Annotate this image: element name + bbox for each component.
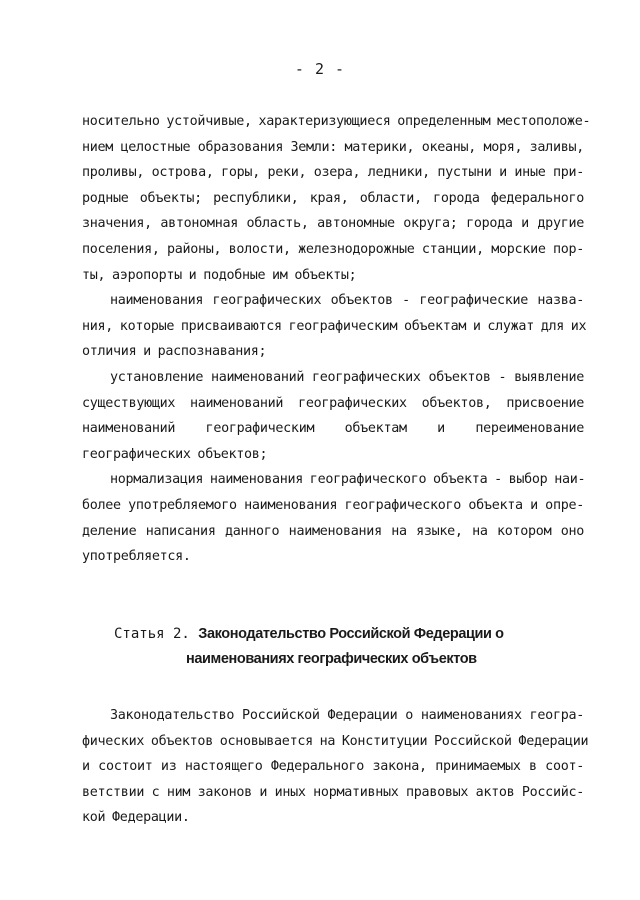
text-line: родные объекты; республики, края, области, города федерального — [82, 190, 584, 206]
text-line: ты, аэропорты и подобные им объекты; — [82, 267, 357, 283]
article-title-line-2: наименованиях географических объектов — [186, 651, 477, 667]
text-line: поселения, районы, волости, железнодорожные станции, морские пор- — [82, 241, 584, 257]
text-line: употребляется. — [82, 549, 191, 565]
text-line: носительно устойчивые, характеризующиеся определенным местоположе- — [82, 114, 591, 129]
definition-paragraph-start: наименования географических объектов - географические назва- — [110, 293, 584, 309]
text-line: кой Федерации. — [82, 810, 190, 826]
article-heading — [114, 622, 504, 647]
article-paragraph-start: Законодательство Российской Федерации о наименованиях геогра- — [110, 708, 584, 723]
article-title-line-1: Законодательство Российской Федерации о — [198, 626, 504, 642]
definitions-text-block — [82, 109, 591, 570]
article-2-text-block — [82, 703, 589, 831]
text-line: отличия и распознавания; — [82, 344, 267, 360]
text-line: географических объектов; — [82, 446, 268, 462]
text-line: ния, которые присваиваются географическим объектам и служат для их — [82, 318, 587, 334]
text-line: существующих наименований географических объектов, присвоение — [82, 395, 584, 411]
text-line: и состоит из настоящего Федерального закона, принимаемых в соот- — [82, 759, 584, 775]
text-line: значения, автономная область, автономные округа; города и другие — [82, 216, 584, 232]
text-line: нием целостные образования Земли: материки, океаны, моря, заливы, — [82, 139, 584, 155]
text-line: наименований географическим объектам и переименование — [82, 421, 584, 437]
text-line: фических объектов основывается на Конституции Российской Федерации — [82, 733, 589, 749]
text-line: проливы, острова, горы, реки, озера, ледники, пустыни и иные при- — [82, 165, 584, 181]
text-line: деление написания данного наименования на языке, на котором оно — [82, 523, 584, 539]
text-line: ветствии с ним законов и иных нормативных правовых актов Российс- — [82, 784, 584, 800]
text-line: более употребляемого наименования географического объекта и опре- — [82, 497, 584, 513]
article-number: Статья 2. — [114, 626, 190, 642]
page-number: - 2 - — [294, 60, 346, 78]
definition-paragraph-start: установление наименований географических объектов - выявление — [110, 369, 584, 385]
definition-paragraph-start: нормализация наименования географического объекта - выбор наи- — [110, 472, 586, 488]
